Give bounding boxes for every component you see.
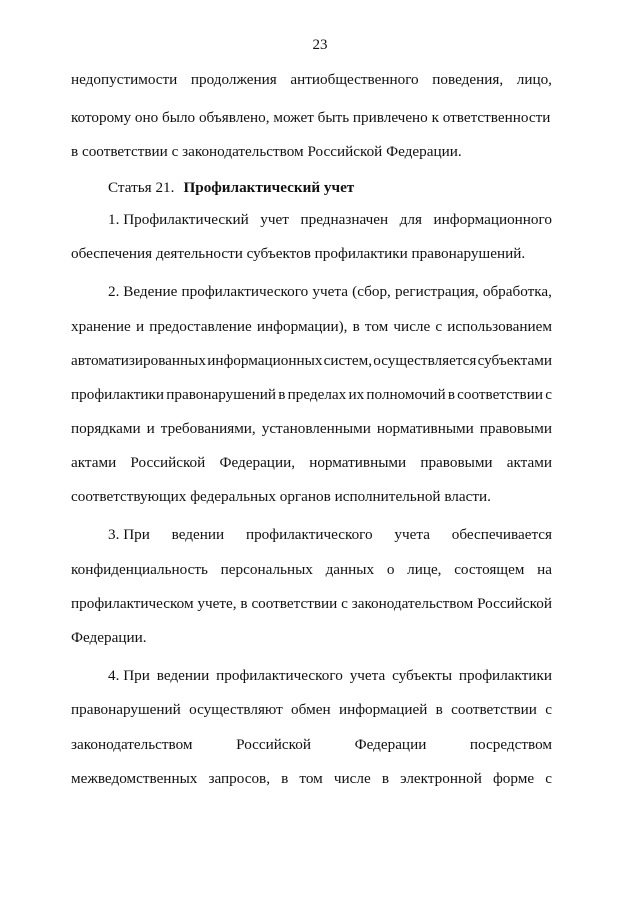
text-line [71, 701, 552, 719]
word: Российской [236, 736, 311, 753]
word: соответствии [251, 595, 338, 612]
article-number: Статья 21. [108, 179, 175, 196]
word: профилактического [181, 283, 309, 300]
word: правовыми [479, 420, 552, 437]
text-line [71, 386, 552, 404]
word: с [545, 701, 552, 718]
word: 1. Профилактический [108, 211, 249, 228]
word: в [381, 770, 389, 787]
word: учета [312, 283, 348, 300]
word: том [299, 770, 323, 787]
word: профилактики [71, 386, 165, 403]
word: в [278, 386, 286, 403]
word: Российской [130, 454, 206, 471]
word: полномочий [366, 386, 446, 403]
word: 4. При [108, 667, 150, 684]
word: с [341, 595, 348, 612]
word: данных [325, 561, 375, 578]
word: Российской [477, 595, 552, 612]
word: лице, [407, 561, 442, 578]
word: ведении [171, 526, 225, 543]
word: законодательством [71, 736, 193, 753]
word: недопустимости [71, 71, 178, 88]
word: субъектами [477, 352, 552, 369]
text-line [71, 454, 552, 472]
word: субъекты [392, 667, 453, 684]
text-line [108, 211, 552, 229]
text-line [71, 318, 552, 336]
word: межведомственных [71, 770, 198, 787]
word: осуществляется [373, 352, 477, 369]
text-line: в соответствии с законодательством Российской Федерации. [71, 143, 462, 160]
word: антиобщественного [290, 71, 419, 88]
word: порядками [71, 420, 141, 437]
page-number: 23 [312, 37, 328, 53]
word: и [146, 420, 155, 437]
word: с [545, 386, 552, 403]
text-line [71, 561, 552, 579]
word: пределах [287, 386, 347, 403]
word: предоставление [149, 318, 252, 335]
word: на [537, 561, 552, 578]
word: с [545, 770, 552, 787]
word: их [348, 386, 365, 403]
word: автоматизированных [71, 352, 206, 369]
word: нормативными [309, 454, 407, 471]
word: числе [333, 770, 371, 787]
word: законодательством [351, 595, 474, 612]
word: актами [71, 454, 117, 471]
word: форме [492, 770, 535, 787]
word: Федерации [354, 736, 427, 753]
word: в [447, 386, 455, 403]
word: предназначен [300, 211, 389, 228]
word: соответствии [457, 386, 543, 403]
word: посредством [469, 736, 552, 753]
word: профилактического [216, 667, 343, 684]
text-line [71, 770, 552, 788]
word: учет [260, 211, 289, 228]
word: хранение [71, 318, 131, 335]
word: 3. При [108, 526, 150, 543]
word: с [435, 318, 443, 335]
word: том [364, 318, 389, 335]
text-line [71, 71, 552, 89]
word: в [281, 770, 289, 787]
word: состоящем [454, 561, 525, 578]
word: профилактики [458, 667, 552, 684]
word: конфиденциальность [71, 561, 208, 578]
word: профилактическом [71, 595, 194, 612]
text-line: Федерации. [71, 629, 147, 646]
word: использованием [447, 318, 552, 335]
word: в [240, 595, 248, 612]
word: информационных [207, 352, 323, 369]
word: установленными [261, 420, 371, 437]
text-line [108, 667, 552, 685]
word: правонарушений [71, 701, 181, 718]
word: учета [349, 667, 386, 684]
text-line [71, 420, 552, 438]
word: в [352, 318, 360, 335]
word: для [399, 211, 422, 228]
text-line [71, 595, 552, 613]
article-heading [108, 179, 552, 197]
text-line: соответствующих федеральных органов исполнительной власти. [71, 488, 491, 505]
word: запросов, [208, 770, 271, 787]
word: обработка, [482, 283, 552, 300]
word: обмен [291, 701, 331, 718]
word: поведения, [432, 71, 504, 88]
word: профилактического [245, 526, 373, 543]
word: правонарушений [166, 386, 277, 403]
word: осуществляют [189, 701, 283, 718]
word: систем, [323, 352, 373, 369]
word: требованиями, [160, 420, 256, 437]
word: правовыми [420, 454, 493, 471]
word: информацией [338, 701, 428, 718]
word: электронной [400, 770, 482, 787]
word: Федерации, [219, 454, 295, 471]
word: соответствии [451, 701, 537, 718]
word: ведении [156, 667, 210, 684]
word: учета [394, 526, 430, 543]
article-title: Профилактический учет [183, 179, 355, 196]
word: информации), [256, 318, 348, 335]
word: (сбор, [352, 283, 391, 300]
word: числе [393, 318, 431, 335]
text-line [108, 526, 552, 544]
word: 2. Ведение [108, 283, 178, 300]
text-line [71, 736, 552, 754]
word: регистрация, [395, 283, 479, 300]
word: о [386, 561, 395, 578]
word: лицо, [516, 71, 552, 88]
text-line [108, 283, 552, 301]
text-line: которому оно было объявлено, может быть привлечено к ответственности [71, 109, 551, 126]
word: обеспечивается [451, 526, 552, 543]
word: продолжения [190, 71, 277, 88]
text-line [71, 352, 552, 370]
word: в [435, 701, 443, 718]
word: информационного [433, 211, 552, 228]
word: нормативными [376, 420, 474, 437]
word: учете, [197, 595, 237, 612]
text-line: обеспечения деятельности субъектов профилактики правонарушений. [71, 245, 526, 262]
word: актами [506, 454, 552, 471]
word: и [135, 318, 145, 335]
word: персональных [220, 561, 313, 578]
